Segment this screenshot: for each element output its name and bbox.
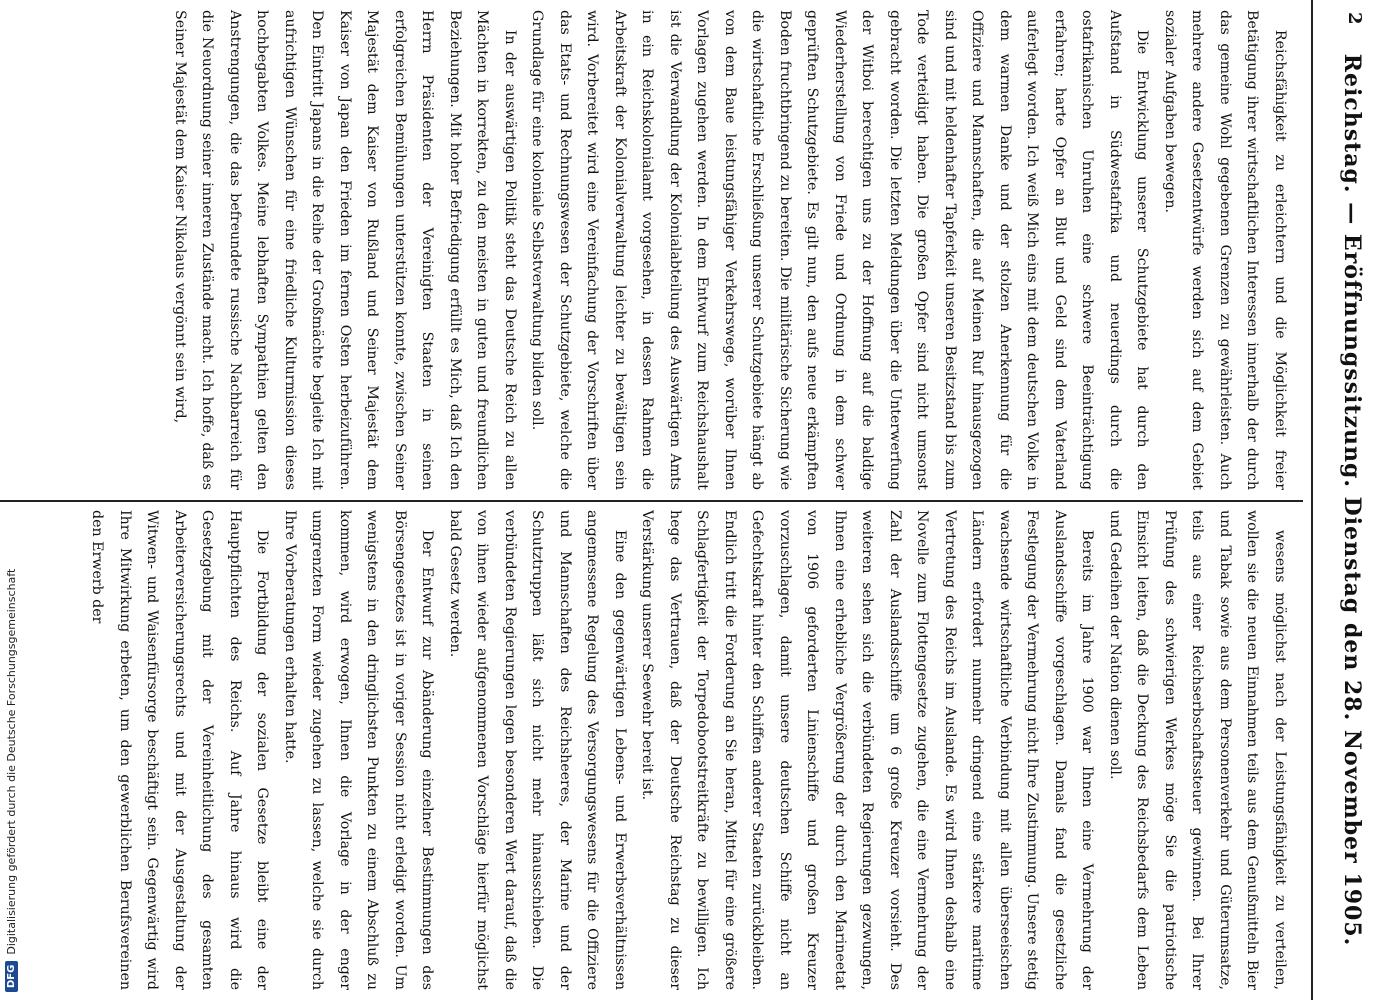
paragraph: Bereits im Jahre 1900 war Ihnen eine Vermehrung der Auslandsschiffe vorgeschlagen. Damals fand die gesetzliche Festlegung der Vermehrung nicht Ihre Zustimmung. Unsere stetig wachsende wirtschaftliche Verbindung mit allen überseeischen Ländern erfordert nunmehr dringend eine stärkere maritime Vertretung des Reichs im Auslande. Es wird Ihnen deshalb eine Novelle zum Flottengesetze zugehen, die eine Vermehrung der Zahl der Auslandsschiffe um 6 große Kreuzer vorsieht. Des weiteren sehen sich die verbündeten Regierungen gezwungen, Ihnen eine erhebliche Vergrößerung der durch den Marineetat von 1906 geforderten Linienschiffe und großen Kreuzer vorzuschlagen, damit unsere deutschen Schiffe nicht an Gefechtskraft hinter den Schiffen anderer Staaten zurückbleiben. Endlich tritt die Forderung an Sie heran, Mittel für eine größere Schlagfertigkeit der Torpedobootstreitkräfte zu bewilligen. Ich hege das Vertrauen, daß der Deutsche Reichstag zu dieser Verstärkung unserer Seewehr bereit ist. [639, 510, 1096, 990]
column-divider [0, 500, 1303, 502]
dfg-logo-icon: DFG [5, 961, 18, 992]
paragraph: Der Entwurf zur Abänderung einzelner Bestimmungen des Börsengesetzes ist in voriger Session nicht erledigt worden. Um wenigstens in den dringlichsten Punkten zu einem Abschluß zu kommen, wird erwogen, Ihnen die Vorlage in der enger umgrenzten Form wieder zugehen zu lassen, welche sie durch Ihre Vorberatungen erhalten hatte. [282, 510, 436, 990]
page-header [1311, 0, 1383, 1000]
paragraph: wesens möglichst nach der Leistungsfähigkeit zu verteilen, wollen sie die neuen Einnahmen teils aus dem Genußmitteln Bier und Tabak sowie aus dem Personenverkehr und Güterumsatze, teils aus einer Reichserbschaftssteuer gewinnen. Bei Ihrer Prüfung des schwierigen Werkes möge Sie die patriotische Einsicht leiten, daß die Deckung des Reichsbedarfs dem Leben und Gedeihen der Nation dienen soll. [1107, 510, 1288, 990]
page-number: 2 [1344, 12, 1365, 25]
right-column [0, 510, 1293, 990]
paragraph: Eine den gegenwärtigen Lebens- und Erwerbsverhältnissen angemessene Regelung des Versorgungswesens für die Offiziere und Mannschaften des Reichsheeres, der Marine und der Schutztruppen läßt sich nicht mehr hinausschieben. Die verbündeten Regierungen legen besonderen Wert darauf, daß die von ihnen wieder aufgenommenen Vorschläge hierfür möglichst bald Gesetz werden. [447, 510, 628, 990]
paragraph: Die Fortbildung der sozialen Gesetze bleibt eine der Hauptpflichten des Reichs. Auf Jahre hinaus wird die Gesetzgebung mit der Vereinheitlichung des gesamten Arbeiterversicherungsrechts und mit der Ausgestaltung der Witwen- und Waisenfürsorge beschäftigt sein. Gegenwärtig wird Ihre Mitwirkung erbeten, um den gewerblichen Berufsvereinen den Erwerb der [89, 510, 271, 990]
running-title: Reichstag. — Eröffnungssitzung. Dienstag den 28. November 1905. [1339, 53, 1365, 947]
paragraph: In der auswärtigen Politik steht das Deutsche Reich zu allen Mächten in korrekten, zu den meisten in guten und freundlichen Beziehungen. Mit hoher Befriedigung erfüllt es Mich, daß Ich den Herrn Präsidenten der Vereinigten Staaten in seinen erfolgreichen Bemühungen unterstützen konnte, zwischen Seiner Majestät dem Kaiser von Rußland und Seiner Majestät dem Kaiser von Japan den Frieden im fernen Osten herbeizuführen. Den Eintritt Japans in die Reihe der Großmächte begleite Ich mit aufrichtigen Wünschen für eine friedliche Kulturmission dieses hochbegabten Volkes. Meine lebhaften Sympathien gelten den Anstrengungen, die das befreundete russische Nachbarreich für die Neuordnung seiner inneren Zustände macht. Ich hoffe, daß es Seiner Majestät dem Kaiser Nikolaus vergönnt sein wird, [172, 10, 518, 490]
left-column [0, 10, 1293, 490]
paragraph: Die Entwicklung unserer Schutzgebiete hat durch den Aufstand in Südwestafrika und neuerdings durch die ostafrikanischen Unruhen eine schwere Beeinträchtigung erfahren; harte Opfer an Blut und Geld sind dem Vaterland auferlegt worden. Ich weiß Mich eins mit dem deutschen Volke in dem warmen Danke und der stolzen Anerkennung für die Offiziere und Mannschaften, die auf Meinen Ruf hinausgezogen sind und mit heldenhafter Tapferkeit unseren Besitzstand bis zum Tode verteidigt haben. Die großen Opfer sind nicht umsonst gebracht worden. Die letzten Meldungen über die Unterwerfung der Witboi berechtigen uns zu der Hoffnung auf die baldige Wiederherstellung von Friede und Ordnung in dem schwer geprüften Schutzgebiete. Es gilt nun, den aufs neue erkämpften Boden fruchtbringend zu bereiten. Die militärische Sicherung wie die wirtschaftliche Erschließung unserer Schutzgebiete hängt ab von dem Baue leistungsfähiger Verkehrswege, worüber Ihnen Vorlagen zugehen werden. In dem Entwurf zum Reichshaushalt ist die Verwandlung der Kolonialabteilung des Auswärtigen Amts in ein Reichskolonialamt vorgesehen, in dessen Rahmen die Arbeitskraft der Kolonialverwaltung leichter zu bewältigen sein wird. Vorbereitet wird eine Vereinfachung der Vorschriften über das Etats- und Rechnungswesen der Schutzgebiete, welche die Grundlage für eine koloniale Selbstverwaltung bilden soll. [529, 10, 1151, 490]
credit-text: Digitalisierung gefördert durch die Deutsche Forschungsgemeinschaft [4, 568, 18, 955]
paragraph: Reichsfähigkeit zu erleichtern und die Möglichkeit freier Betätigung ihrer wirtschaftlichen Interessen innerhalb der durch das gemeine Wohl gegebenen Grenzen zu gewährleisten. Auch mehrere andere Gesetzentwürfe werden sich auf dem Gebiet sozialer Aufgaben bewegen. [1162, 10, 1288, 490]
digitization-credit [0, 0, 22, 1000]
